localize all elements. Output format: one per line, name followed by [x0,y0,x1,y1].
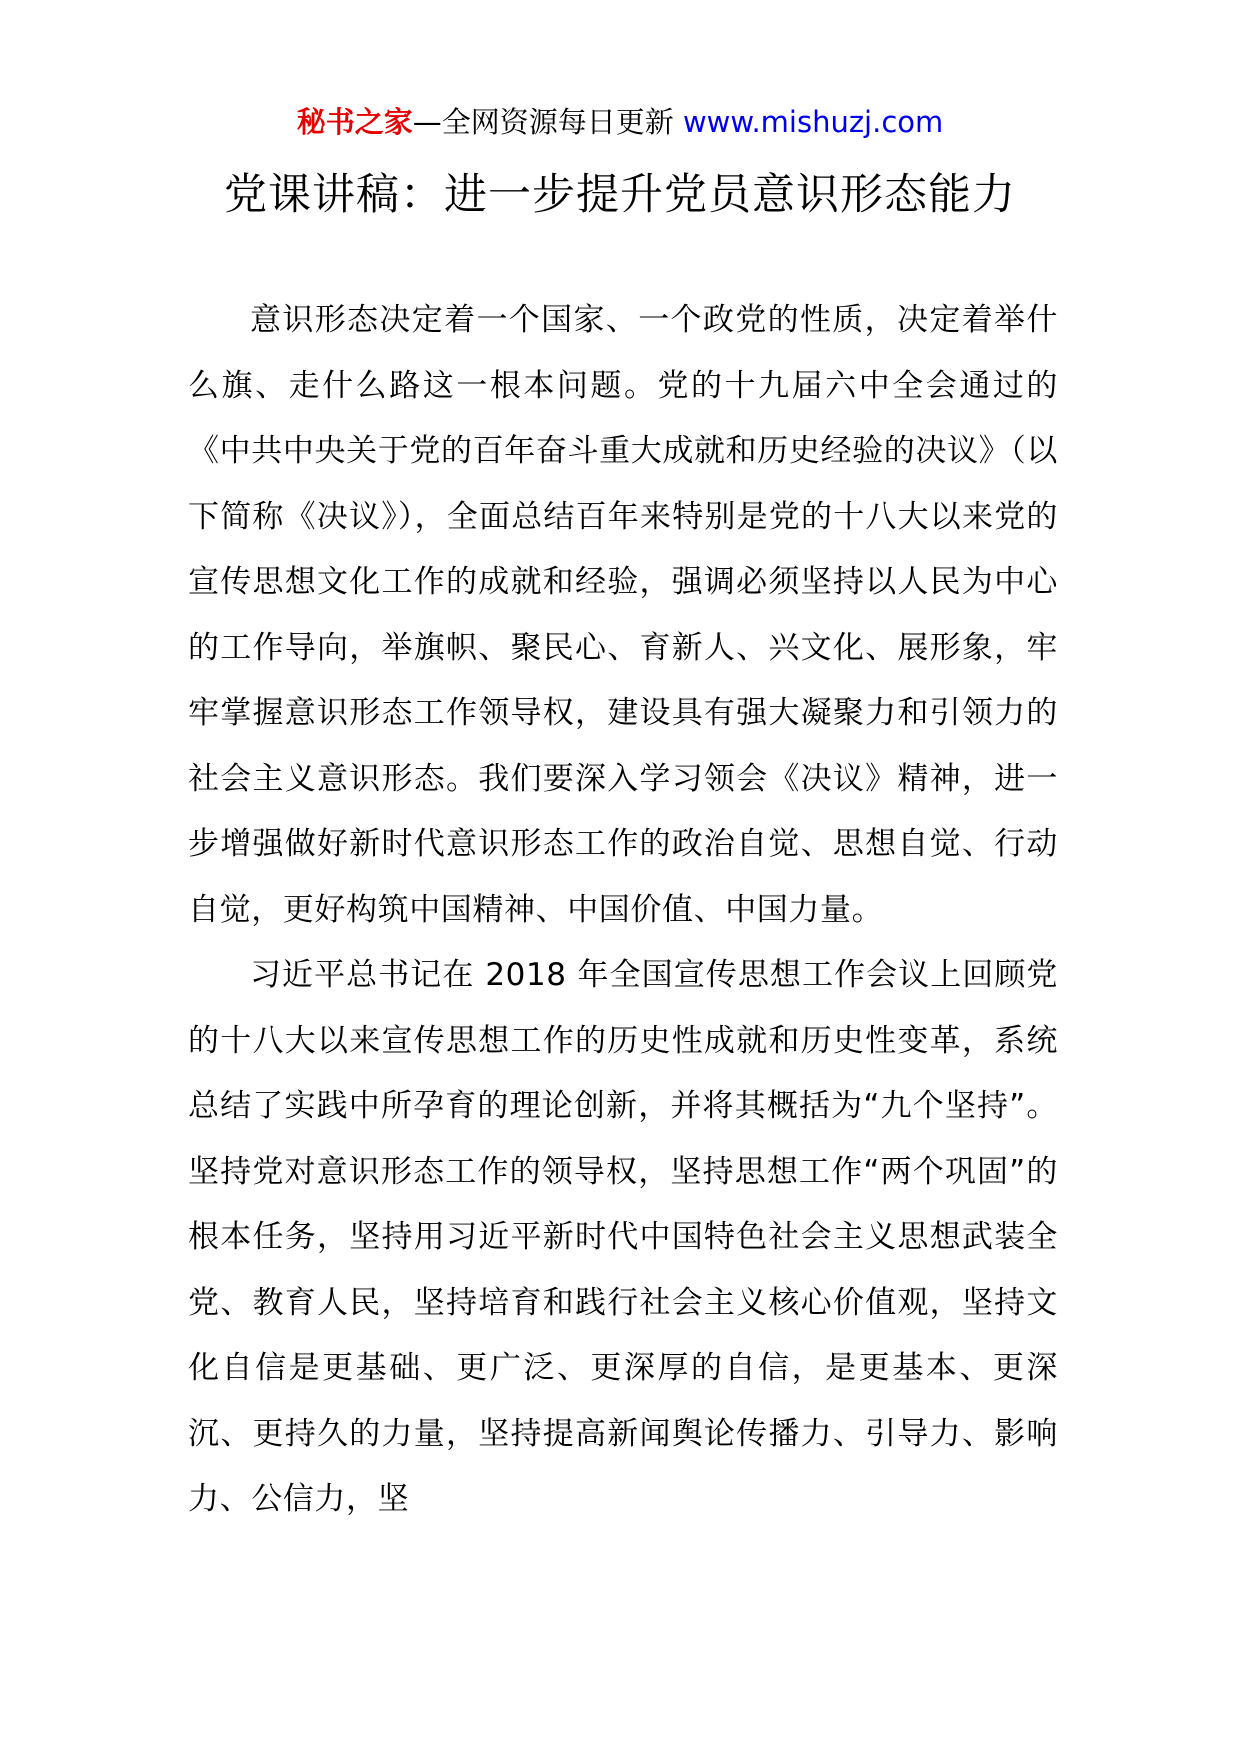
document-body [188,288,1058,1533]
site-header [0,100,1240,144]
site-tagline: —全网资源每日更新 [412,105,683,139]
site-name: 秘书之家 [296,105,413,139]
body-paragraph: 习近平总书记在 2018 年全国宣传思想工作会议上回顾党的十八大以来宣传思想工作的历史性成就和历史性变革，系统总结了实践中所孕育的理论创新，并将其概括为“九个坚持”。坚持党对意识形态工作的领导权，坚持思想工作“两个巩固”的根本任务，坚持用习近平新时代中国特色社会主义思想武装全党、教育人民，坚持培育和践行社会主义核心价值观，坚持文化自信是更基础、更广泛、更深厚的自信，是更基本、更深沉、更持久的力量，坚持提高新闻舆论传播力、引导力、影响力、公信力，坚 [188,957,1058,1517]
body-paragraph: 意识形态决定着一个国家、一个政党的性质，决定着举什么旗、走什么路这一根本问题。党的十九届六中全会通过的《中共中央关于党的百年奋斗重大成就和历史经验的决议》（以下简称《决议》），全面总结百年来特别是党的十八大以来党的宣传思想文化工作的成就和经验，强调必须坚持以人民为中心的工作导向，举旗帜、聚民心、育新人、兴文化、展形象，牢牢掌握意识形态工作领导权，建设具有强大凝聚力和引领力的社会主义意识形态。我们要深入学习领会《决议》精神，进一步增强做好新时代意识形态工作的政治自觉、思想自觉、行动自觉，更好构筑中国精神、中国价值、中国力量。 [188,302,1058,928]
site-url-link[interactable]: www.mishuzj.com [682,105,944,139]
document-title: 党课讲稿：进一步提升党员意识形态能力 [224,170,1016,220]
